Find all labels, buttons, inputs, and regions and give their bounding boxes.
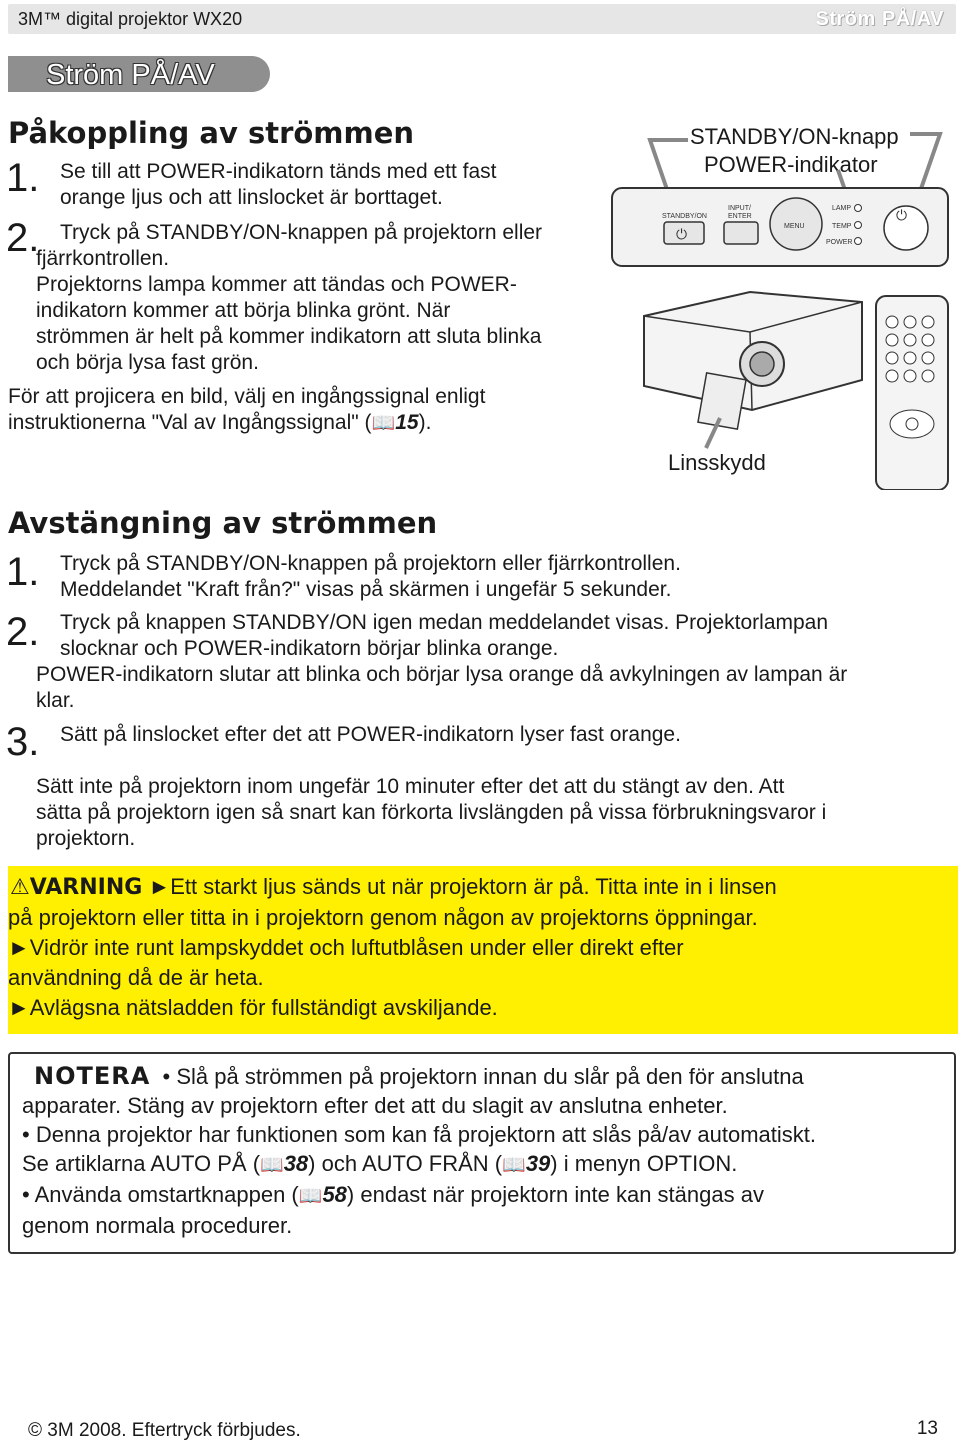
note-line4-b: ) och AUTO FRÅN ( bbox=[308, 1151, 503, 1176]
warning-line3: Vidrör inte runt lampskyddet och luftutblåsen under eller direkt efter bbox=[29, 935, 684, 960]
panel-standby-text: STANDBY/ON bbox=[662, 213, 707, 220]
power-on-step2-line4: indikatorn kommer att börja blinka grönt. När bbox=[36, 299, 451, 322]
power-off-step3-line: Sätt på linslocket efter det att POWER-indikatorn lyser fast orange. bbox=[60, 723, 681, 746]
note-label: NOTERA bbox=[34, 1062, 151, 1090]
note-line5-a: • Använda omstartknappen ( bbox=[22, 1182, 299, 1207]
projection-line1: För att projicera en bild, välj en ingångssignal enligt bbox=[8, 385, 486, 408]
section-pill bbox=[8, 56, 270, 92]
note-line2: apparater. Stäng av projektorn efter det att du slagit av anslutna enheter. bbox=[22, 1093, 728, 1118]
power-off-step2-line1: Tryck på knappen STANDBY/ON igen medan meddelandet visas. Projektorlampan bbox=[60, 611, 829, 634]
power-on-step1-line1: Se till att POWER-indikatorn tänds med ett fast bbox=[60, 160, 497, 183]
book-icon: 📖 bbox=[371, 413, 396, 434]
arrow-icon: ► bbox=[8, 995, 30, 1020]
info-line2: sätta på projektorn igen så snart kan förkorta livslängden på vissa förbrukningsvaror i bbox=[36, 801, 827, 824]
power-on-step2-line3: Projektorns lampa kommer att tändas och POWER- bbox=[36, 273, 517, 296]
warning-icon: ⚠ bbox=[10, 874, 30, 899]
warning-label: VARNING bbox=[29, 875, 143, 900]
power-on-step1-line2: orange ljus och att linslocket är borttaget. bbox=[60, 186, 443, 209]
book-icon: 📖 bbox=[260, 1155, 284, 1176]
projector-diagram bbox=[600, 118, 958, 490]
power-off-step1-line1: Tryck på STANDBY/ON-knappen på projektorn eller fjärrkontrollen. bbox=[60, 552, 681, 575]
note-line5-b: ) endast när projektorn inte kan stängas av bbox=[346, 1182, 764, 1207]
note-line4-a: Se artiklarna AUTO PÅ ( bbox=[22, 1151, 261, 1176]
note-text bbox=[22, 1062, 942, 1240]
warning-line2: på projektorn eller titta in i projektorn genom någon av projektorns öppningar. bbox=[8, 905, 758, 930]
note-line3: • Denna projektor har funktionen som kan få projektorn att slås på/av automatiskt. bbox=[22, 1122, 817, 1147]
projection-line2-pre: instruktionerna "Val av Ingångssignal" ( bbox=[8, 411, 372, 434]
warning-line5: Avlägsna nätsladden för fullständigt avskiljande. bbox=[29, 995, 498, 1020]
step-number: 3. bbox=[6, 720, 40, 764]
temp-led bbox=[855, 222, 862, 229]
note-line1: • Slå på strömmen på projektorn innan du slår på den för anslutna bbox=[162, 1064, 804, 1089]
book-icon: 📖 bbox=[502, 1155, 526, 1176]
step-number: 1. bbox=[6, 550, 40, 594]
input-button bbox=[724, 222, 758, 244]
note-line6: genom normala procedurer. bbox=[22, 1213, 293, 1238]
arrow-icon: ► bbox=[8, 935, 30, 960]
section-pill-label: Ström PÅ/AV bbox=[46, 59, 215, 91]
step-number: 1. bbox=[6, 156, 40, 200]
warning-text bbox=[8, 872, 948, 1023]
panel-temp-text: TEMP bbox=[832, 223, 852, 230]
power-on-step2-line2: fjärrkontrollen. bbox=[36, 247, 170, 270]
page-ref[interactable]: 15 bbox=[395, 411, 419, 434]
power-on-step2-line6: och börja lysa fast grön. bbox=[36, 351, 259, 374]
page-ref[interactable]: 39 bbox=[525, 1151, 551, 1176]
note-line4-c: ) i menyn OPTION. bbox=[550, 1151, 738, 1176]
power-icon: ⏻ bbox=[676, 226, 688, 242]
header-section: Ström PÅ/AV bbox=[815, 8, 944, 30]
arrow-icon: ► bbox=[148, 874, 171, 899]
panel-menu-text: MENU bbox=[784, 223, 805, 230]
power-on-title: Påkoppling av strömmen bbox=[8, 116, 415, 150]
page-ref[interactable]: 58 bbox=[322, 1182, 347, 1207]
diagram-label-lens: Linsskydd bbox=[668, 450, 766, 475]
page-number: 13 bbox=[916, 1418, 938, 1439]
step-number: 2. bbox=[6, 610, 40, 654]
book-icon: 📖 bbox=[298, 1186, 323, 1207]
info-line1: Sätt inte på projektorn inom ungefär 10 minuter efter det att du stängt av den. Att bbox=[36, 775, 785, 798]
lamp-led bbox=[855, 205, 862, 212]
footer-copyright: © 3M 2008. Eftertryck förbjudes. bbox=[28, 1420, 301, 1441]
power-off-step1-line2: Meddelandet "Kraft från?" visas på skärmen i ungefär 5 sekunder. bbox=[60, 578, 672, 601]
projection-line2 bbox=[8, 409, 431, 437]
panel-power-text: POWER bbox=[826, 239, 853, 246]
power-on-step2-line1: Tryck på STANDBY/ON-knappen på projektorn eller bbox=[60, 221, 543, 244]
lens-cap bbox=[698, 373, 746, 429]
panel-enter-text: ENTER bbox=[728, 213, 752, 220]
warning-line4: användning då de är heta. bbox=[8, 965, 264, 990]
power-on-step2-line5: strömmen är helt på kommer indikatorn att sluta blinka bbox=[36, 325, 542, 348]
info-line3: projektorn. bbox=[36, 827, 136, 850]
warning-line1: Ett starkt ljus sänds ut när projektorn är på. Titta inte in i linsen bbox=[170, 874, 777, 899]
power-off-step2-line2: slocknar och POWER-indikatorn börjar blinka orange. bbox=[60, 637, 559, 660]
power-off-title: Avstängning av strömmen bbox=[8, 506, 438, 540]
diagram-label-button: STANDBY/ON-knapp bbox=[690, 124, 899, 149]
power-off-extra-line1: POWER-indikatorn slutar att blinka och börjar lysa orange då avkylningen av lampan är bbox=[36, 663, 848, 686]
panel-input-text: INPUT/ bbox=[728, 205, 751, 212]
panel-lamp-text: LAMP bbox=[832, 205, 852, 212]
projection-line2-post: ). bbox=[418, 411, 432, 434]
header-product: 3M™ digital projektor WX20 bbox=[18, 9, 243, 29]
page-ref[interactable]: 38 bbox=[283, 1151, 309, 1176]
diagram-label-indicator: POWER-indikator bbox=[704, 152, 878, 177]
step-number: 2. bbox=[6, 216, 40, 260]
power-icon-remote: ⏻ bbox=[896, 207, 908, 223]
power-off-extra-line2: klar. bbox=[36, 689, 75, 712]
power-led bbox=[855, 238, 862, 245]
